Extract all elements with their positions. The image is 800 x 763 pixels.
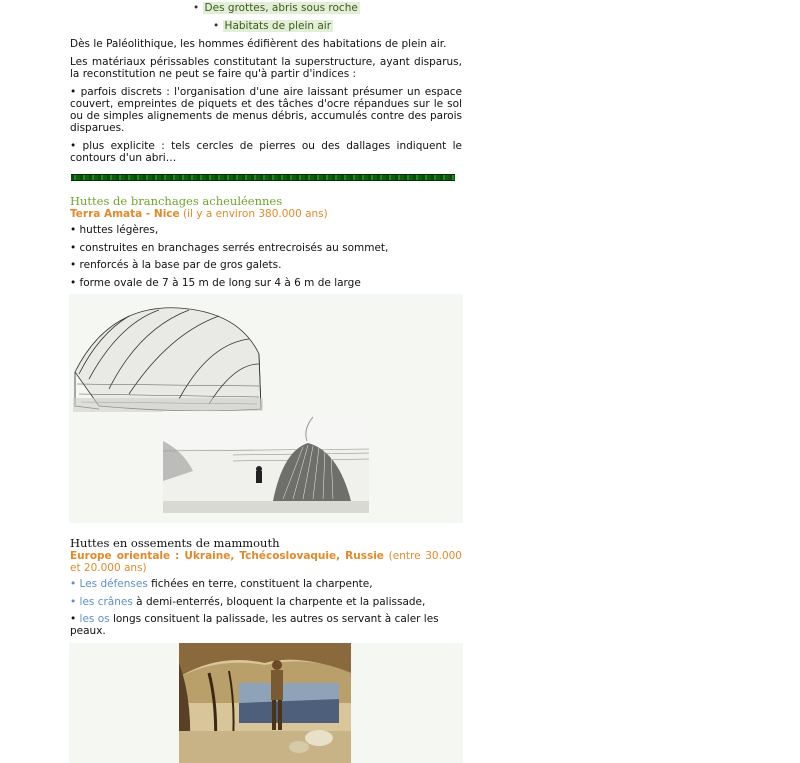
- illustration-panel-huts: [69, 294, 463, 523]
- subtitle-date: (il y a environ 380.000 ans): [179, 208, 328, 220]
- intro-paragraph: • parfois discrets : l'organisation d'une aire laissant présumer un espace couvert, empreintes de piquets et des tâches d'ocre répandues sur le sol ou de simples alignements de menus débris, accumulés contre des parois disparues.: [70, 86, 462, 134]
- nav-bullet: •: [193, 2, 200, 14]
- item-bullet: •: [70, 613, 80, 625]
- nav-link-plein-air[interactable]: Habitats de plein air: [224, 20, 332, 32]
- nav-bullet: •: [213, 20, 220, 32]
- list-item: • forme ovale de 7 à 15 m de long sur 4 à 6 m de large: [70, 276, 361, 289]
- subtitle-location: Terra Amata - Nice: [70, 208, 180, 220]
- intro-paragraph: Les matériaux périssables constitutant la superstructure, ayant disparus, la reconstitution ne peut se faire qu'à partir d'indices :: [70, 56, 462, 80]
- section-divider: [71, 174, 455, 181]
- nav-link-grottes[interactable]: Des grottes, abris sous roche: [204, 2, 358, 14]
- intro-paragraph: Dès le Paléolithique, les hommes édifièrent des habitations de plein air.: [70, 38, 447, 50]
- highlight-term: • Les défenses: [70, 578, 148, 590]
- intro-paragraph: • plus explicite : tels cercles de pierres ou des dallages indiquent le contours d'un abri…: [70, 140, 462, 164]
- highlight-term: • les crânes: [70, 595, 133, 608]
- nav-item-plein-air: [213, 20, 333, 32]
- item-text: à demi-enterrés, bloquent la charpente et la palissade,: [132, 595, 426, 608]
- mammoth-hut-illustration: [179, 643, 351, 763]
- highlight-term: les os: [79, 613, 110, 625]
- list-item: [70, 596, 462, 608]
- illustration-panel-mammoth: [69, 643, 463, 763]
- nav-item-grottes: [193, 2, 360, 14]
- subtitle-date: (entre 30.000 et 20.000 ans): [70, 550, 462, 574]
- hut-landscape-illustration: [163, 411, 369, 513]
- list-item: • construites en branchages serrés entrecroisés au sommet,: [70, 241, 389, 254]
- list-item: [70, 578, 462, 590]
- section-title-branchages: Huttes de branchages acheuléennes: [70, 194, 283, 208]
- section-subtitle-terra-amata: [70, 208, 462, 220]
- item-text: longs consituent la palissade, les autres os servant à caler les peaux.: [70, 613, 439, 637]
- main-content: [70, 38, 462, 763]
- list-item: • renforcés à la base par de gros galets.: [70, 259, 282, 271]
- subtitle-location: Europe orientale : Ukraine, Tchécoslovaquie, Russie: [70, 550, 384, 562]
- list-item: [70, 613, 462, 637]
- item-text: fichées en terre, constituent la charpente,: [147, 578, 373, 590]
- section-subtitle-europe: [70, 550, 462, 574]
- section-title-mammouth: Huttes en ossements de mammouth: [70, 536, 280, 550]
- list-item: • huttes légères,: [70, 224, 159, 236]
